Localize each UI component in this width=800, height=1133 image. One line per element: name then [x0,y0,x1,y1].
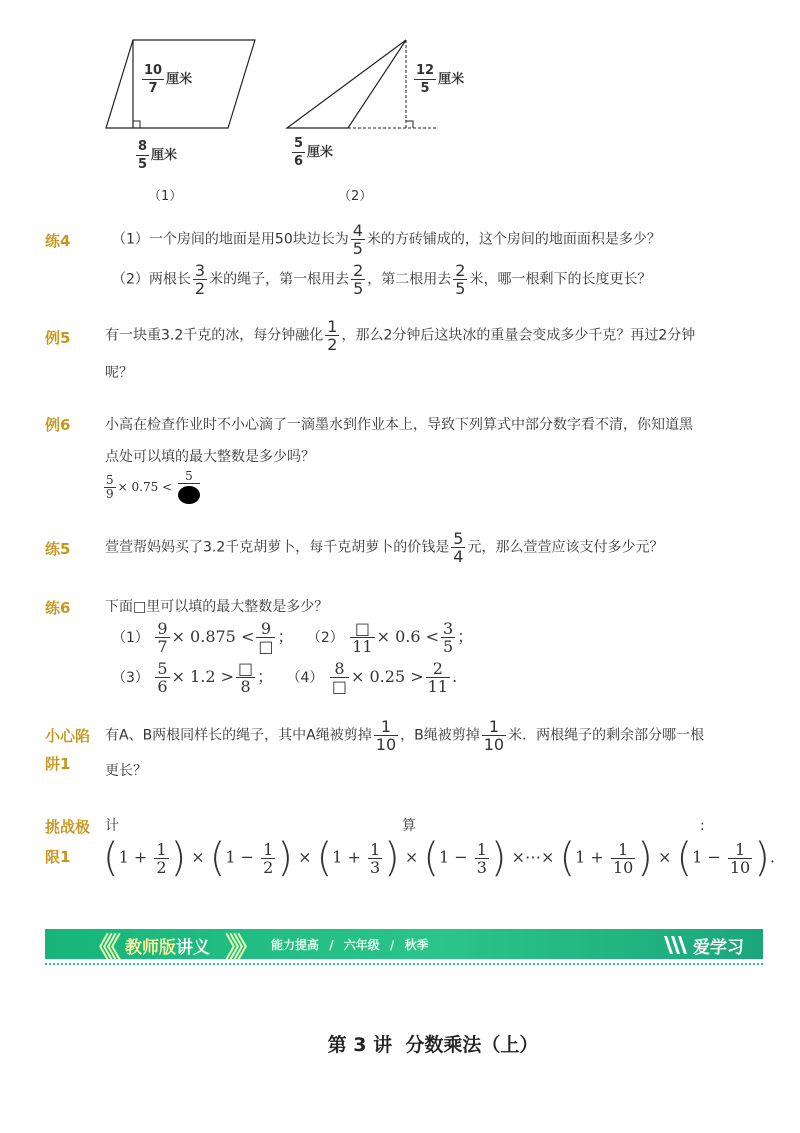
brand-name: 爱学习 [693,938,744,958]
li6-expression: $\frac{5}{9}$ × 0.75 < 5 [102,470,202,504]
fraction: $\frac{□}{11}$ [352,619,373,656]
teacher-edition-banner [45,929,763,964]
lian5-label: 练5 [45,540,71,558]
challenge1-word-2: 算 [402,818,416,834]
lian5-line: 萱萱帮妈妈买了3.2千克胡萝卜，每千克胡萝卜的价钱是 $\frac{5}{4}$ 元，那么萱萱应该支付多少元？ [105,529,664,566]
fig2-caption: （2） [338,189,373,204]
challenge1-expression: (1 + $\frac{1}{2}$ ) × (1 − $\frac{1}{2}$ ) × (1 + $\frac{1}{3}$ ) × (1 − $\frac{1}{3}$ ) ×⋯× (1 + $\frac{1}{10}$ ) × (1 − $\frac{1}{10}$ ). [103,835,775,881]
fig2-base-fraction: $\frac{5}{6}$ [294,136,304,169]
challenge1-word-3: : [700,818,705,834]
fraction: $\frac{2}{5}$ [455,261,466,298]
lian4-label: 练4 [45,232,71,250]
fraction: $\frac{1}{3}$ [369,839,381,877]
fraction: $\frac{9}{7}$ [157,619,168,656]
li5-label: 例5 [45,329,71,347]
banner-breadcrumb: 能力提高 / 六年级 / 秋季 [271,938,429,952]
banner-dotted-divider [45,963,763,967]
fraction: $\frac{1}{10}$ [729,839,751,877]
li6-label: 例6 [45,416,71,434]
fraction: $\frac{9}{□}$ [258,619,274,656]
fraction: $\frac{2}{11}$ [427,659,448,696]
fraction: $\frac{1}{2}$ [327,317,338,354]
fraction: $\frac{1}{2}$ [156,839,167,877]
fig2-height-label: $\frac{12}{5}$ 厘米 [416,63,465,96]
lian6-label: 练6 [45,599,71,617]
fig2-height-fraction: $\frac{12}{5}$ [416,63,435,96]
lian6-expr2: $\frac{□}{11}$ × 0.6 < $\frac{3}{5}$ ； [352,619,474,656]
challenge1-word-1: 计 [105,818,119,834]
li6-line2: 点处可以填的最大整数是多少吗？ [105,449,315,465]
chevron-right-icon: 》》 [225,931,256,964]
ink-blot-fraction: 5 [178,470,200,504]
fraction: $\frac{2}{5}$ [353,261,364,298]
lecture-title: 第 3 讲 分数乘法（上） [327,1034,539,1056]
fraction: $\frac{1}{10}$ [375,717,397,754]
fraction: $\frac{8}{□}$ [331,659,347,696]
fraction: $\frac{3}{5}$ [443,619,454,656]
fraction: $\frac{1}{10}$ [612,839,634,877]
fig2-base-label: $\frac{5}{6}$ 厘米 [294,136,334,169]
trap1-line2: 更长？ [105,763,147,779]
fraction: $\frac{1}{2}$ [263,839,274,877]
fraction: $\frac{1}{3}$ [476,839,487,877]
fig1-caption: （1） [148,189,183,204]
lian4-q1: （1）一个房间的地面是用50块边长为 $\frac{4}{5}$ 米的方砖铺成的，这个房间的地面面积是多少？ [112,221,661,258]
fraction: $\frac{□}{8}$ [238,659,254,696]
fraction: $\frac{5}{9}$ [106,472,114,501]
fraction: $\frac{4}{5}$ [352,221,363,258]
li6-line1: 小高在检查作业时不小心滴了一滴墨水到作业本上，导致下列算式中部分数字看不清，你知道黑 [105,417,693,433]
fraction: $\frac{3}{2}$ [194,261,206,298]
li5-line2: 呢？ [105,365,133,381]
fraction: $\frac{5}{6}$ [157,659,168,696]
ink-blot-icon [178,486,200,504]
li5-line1: 有一块重3.2千克的冰，每分钟融化 $\frac{1}{2}$ ，那么2分钟后这块冰的重量会变成多少千克？再过2分钟 [105,317,696,354]
fraction: $\frac{5}{4}$ [453,529,464,566]
lian6-expr3: $\frac{5}{6}$ × 1.2 > $\frac{□}{8}$ ； [157,659,274,696]
fig1-base-fraction: $\frac{8}{5}$ [138,139,148,172]
lian6-intro: 下面□里可以填的最大整数是多少？ [105,599,329,615]
lian6-expr1: $\frac{9}{7}$ × 0.875 < $\frac{9}{□}$ ； [157,619,294,656]
trap1-label: 小心陷 阱1 [45,727,91,773]
lian6-row2: （3） $\frac{5}{6}$ × 1.2 > $\frac{□}{8}$ ； （4） $\frac{8}{□}$ × 0.25 > $\frac{2}{11}$ . [112,659,458,696]
fig1-height-fraction: $\frac{10}{7}$ [144,63,163,96]
lian6-expr4: $\frac{8}{□}$ × 0.25 > $\frac{2}{11}$ . [331,659,458,696]
chevron-left-icon: 《《 [85,931,116,964]
fig1-height-label: $\frac{10}{7}$ 厘米 [144,63,193,96]
fraction: $\frac{1}{10}$ [483,717,505,754]
trap1-line1: 有A、B两根同样长的绳子，其中A绳被剪掉 $\frac{1}{10}$ ，B绳被剪掉 $\frac{1}{10}$ 米．两根绳子的剩余部分哪一根 [105,717,705,754]
challenge1-label: 挑战极 限1 [45,818,91,866]
lian4-q2: （2）两根长 $\frac{3}{2}$ 米的绳子，第一根用去 $\frac{2}{5}$ ，第二根用去 $\frac{2}{5}$ 米，哪一根剩下的长度更长？ [112,261,652,298]
lian6-row1: （1） $\frac{9}{7}$ × 0.875 < $\frac{9}{□}$ ； （2） $\frac{□}{11}$ × 0.6 < $\frac{3}{5}$ ； [112,619,474,656]
brand-logo-icon [662,934,688,960]
fig1-base-label: $\frac{8}{5}$ 厘米 [138,139,178,172]
banner-title: 教师版讲义 [125,938,210,958]
